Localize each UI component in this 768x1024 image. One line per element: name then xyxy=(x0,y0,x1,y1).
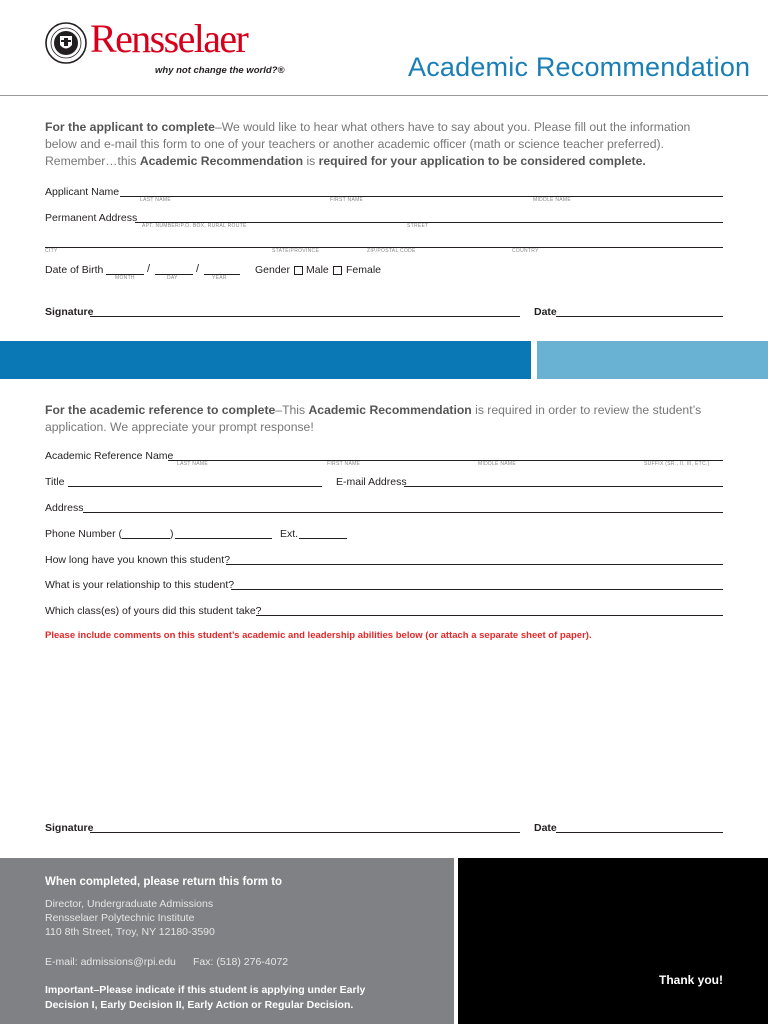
email-label: E-mail Address xyxy=(336,476,407,488)
reference-name-sub-suffix: SUFFIX (SR., II, III, ETC.) xyxy=(644,461,710,467)
dob-slash-2: / xyxy=(196,263,200,275)
permanent-address-label: Permanent Address xyxy=(45,212,138,224)
important-note: Important–Please indicate if this student is applying under Early Decision I, Early Decision II, Early Action or Regular Decision. xyxy=(45,984,366,1011)
male-checkbox[interactable] xyxy=(294,266,303,275)
gender-label: Gender xyxy=(255,264,291,276)
page-header xyxy=(0,0,768,96)
reference-date-label: Date xyxy=(534,822,557,834)
relationship-question-label: What is your relationship to this student? xyxy=(45,579,235,591)
reference-name-label: Academic Reference Name xyxy=(45,450,174,462)
reference-signature-label: Signature xyxy=(45,822,94,834)
rensselaer-seal-icon xyxy=(45,22,87,64)
comments-note: Please include comments on this student’s academic and leadership abilities below (or attach a separate sheet of paper). xyxy=(45,630,592,641)
return-fax: Fax: (518) 276-4072 xyxy=(193,956,289,968)
thanks-panel xyxy=(458,858,768,1024)
reference-address-field[interactable] xyxy=(83,512,723,513)
dob-sub-month: MONTH xyxy=(115,275,135,281)
email-field[interactable] xyxy=(404,486,723,487)
thank-you-text: Thank you! xyxy=(659,973,724,987)
female-checkbox[interactable] xyxy=(333,266,342,275)
applicant-date-field[interactable] xyxy=(556,316,723,317)
classes-question-label: Which class(es) of yours did this student take? xyxy=(45,605,262,617)
section-divider-band-accent xyxy=(537,341,768,379)
title-field[interactable] xyxy=(68,486,322,487)
reference-address-label: Address xyxy=(45,502,84,514)
address-sub-state: STATE/PROVINCE xyxy=(272,248,320,254)
reference-name-sub-first: FIRST NAME xyxy=(327,461,361,467)
reference-intro: For the academic reference to complete–This Academic Recommendation is required in order to review the student’s application. We appreciate your prompt response! xyxy=(45,403,702,434)
classes-question-field[interactable] xyxy=(256,615,723,616)
rensselaer-logo: Rensselaer xyxy=(90,16,248,61)
known-question-field[interactable] xyxy=(226,564,723,565)
applicant-intro: For the applicant to complete–We would like to hear what others have to say about you. Please fill out the information below and e-mail this form to one of your teachers or another academic officer (math or science teacher preferred). Remember…this Academic Recommendation is required for your application to be considered complete. xyxy=(45,120,691,168)
reference-name-sub-middle: MIDDLE NAME xyxy=(478,461,517,467)
comments-area[interactable] xyxy=(45,648,723,808)
tagline: why not change the world?® xyxy=(155,65,285,76)
applicant-name-label: Applicant Name xyxy=(45,186,120,198)
phone-number-field[interactable] xyxy=(175,538,272,539)
applicant-signature-label: Signature xyxy=(45,306,94,318)
dob-slash-1: / xyxy=(147,263,151,275)
title-label: Title xyxy=(45,476,65,488)
relationship-question-field[interactable] xyxy=(231,589,723,590)
address-sub-apt: APT. NUMBER/P.O. BOX, RURAL ROUTE xyxy=(142,223,247,229)
address-sub-zip: ZIP/POSTAL CODE xyxy=(367,248,416,254)
page-title: Academic Recommendation xyxy=(408,52,751,82)
applicant-date-label: Date xyxy=(534,306,557,318)
known-question-label: How long have you known this student? xyxy=(45,554,231,566)
applicant-signature-field[interactable] xyxy=(90,316,520,317)
applicant-name-field[interactable] xyxy=(120,196,723,197)
return-address-line-2: Rensselaer Polytechnic Institute xyxy=(45,912,195,924)
applicant-name-sub-first: FIRST NAME xyxy=(330,197,364,203)
male-label: Male xyxy=(306,264,329,276)
reference-name-sub-last: LAST NAME xyxy=(177,461,208,467)
phone-label: Phone Number ( xyxy=(45,528,123,540)
address-sub-country: COUNTRY xyxy=(512,248,539,254)
return-address-line-3: 110 8th Street, Troy, NY 12180-3590 xyxy=(45,926,215,938)
section-divider-band xyxy=(0,341,531,379)
address-sub-street: STREET xyxy=(407,223,429,229)
phone-close-paren: ) xyxy=(170,528,174,540)
ext-label: Ext. xyxy=(280,528,299,540)
address-sub-city: CITY xyxy=(45,248,58,254)
date-of-birth-label: Date of Birth xyxy=(45,264,104,276)
reference-signature-field[interactable] xyxy=(90,832,520,833)
ext-field[interactable] xyxy=(299,538,347,539)
return-title: When completed, please return this form to xyxy=(45,876,283,888)
reference-date-field[interactable] xyxy=(556,832,723,833)
phone-area-code-field[interactable] xyxy=(122,538,170,539)
dob-sub-day: DAY xyxy=(167,275,178,281)
dob-sub-year: YEAR xyxy=(212,275,227,281)
applicant-name-sub-last: LAST NAME xyxy=(140,197,171,203)
reference-name-field[interactable] xyxy=(168,460,723,461)
applicant-name-sub-middle: MIDDLE NAME xyxy=(533,197,572,203)
return-email[interactable]: E-mail: admissions@rpi.edu xyxy=(45,956,176,968)
female-label: Female xyxy=(346,264,382,276)
return-address-line-1: Director, Undergraduate Admissions xyxy=(45,898,214,910)
